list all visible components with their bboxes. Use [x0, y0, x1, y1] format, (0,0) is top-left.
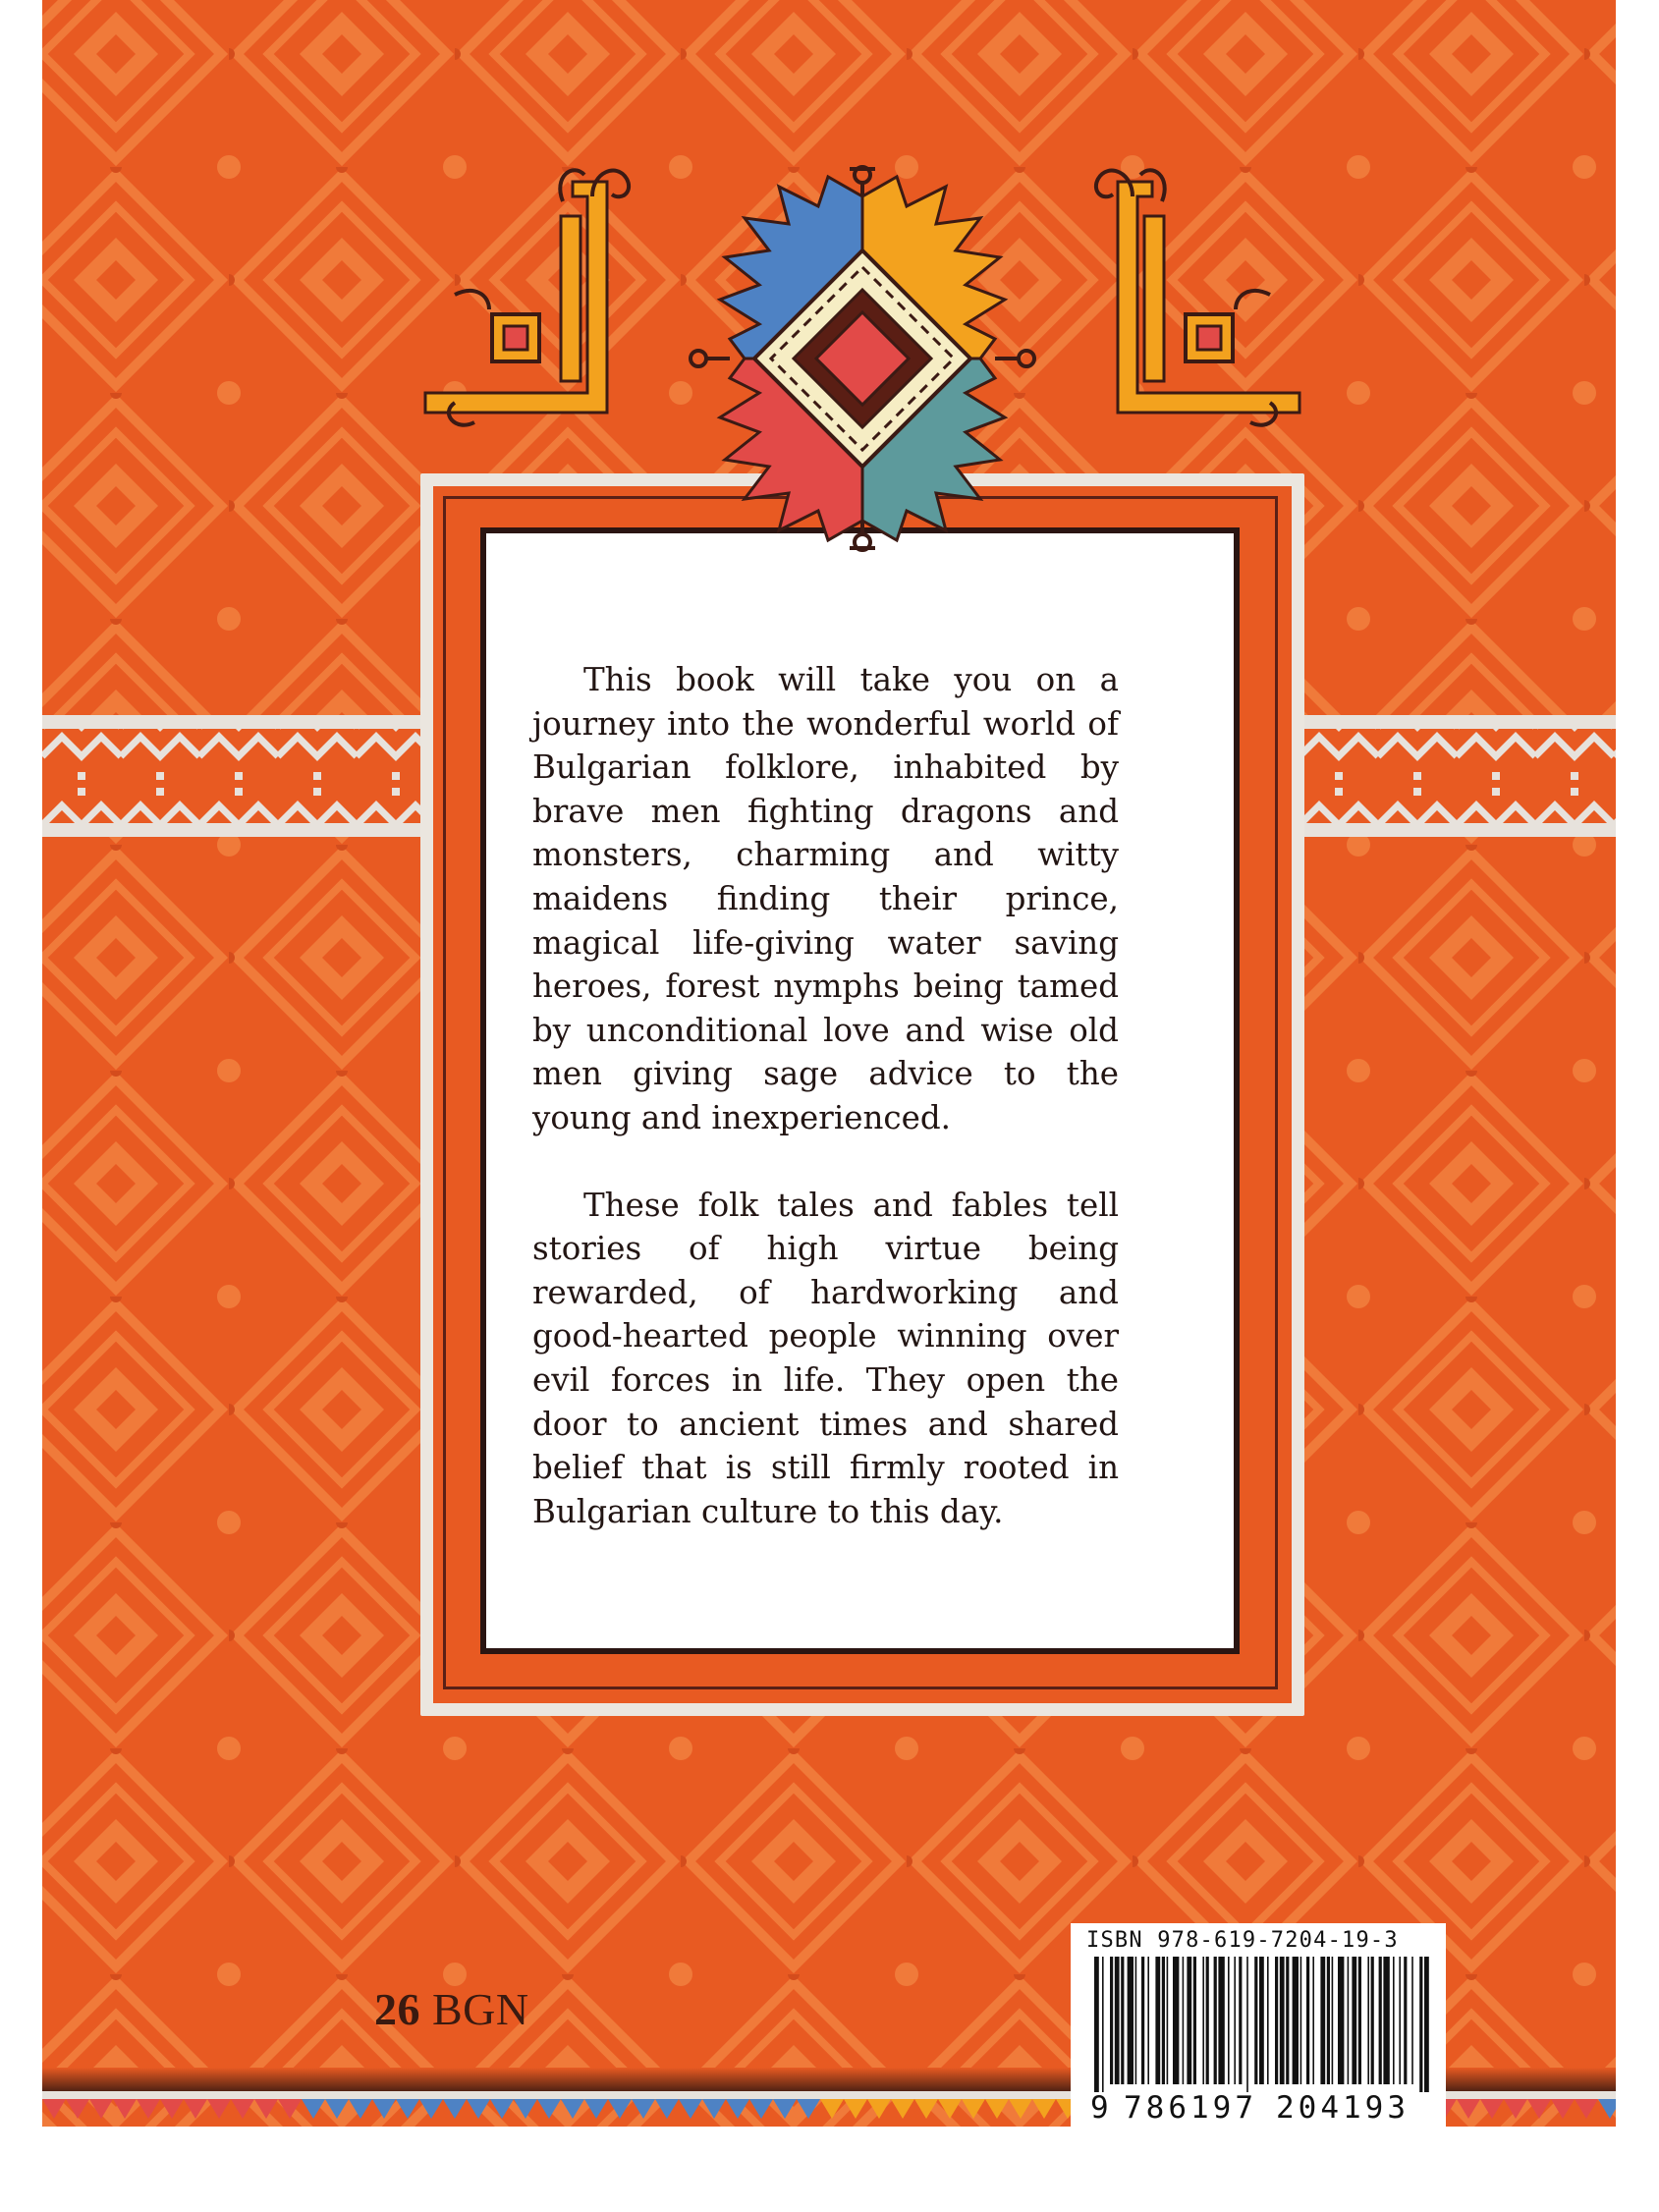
border-triangle: [749, 2099, 773, 2119]
barcode-bar: [1367, 1957, 1369, 2084]
border-triangle: [349, 2099, 372, 2119]
border-triangle: [467, 2099, 490, 2119]
barcode-bar: [1239, 1957, 1242, 2084]
barcode-bar: [1404, 1957, 1407, 2084]
border-triangle: [702, 2099, 726, 2119]
border-triangle: [891, 2099, 914, 2119]
border-triangle: [820, 2099, 844, 2119]
border-triangle: [278, 2099, 302, 2119]
border-triangle: [490, 2099, 514, 2119]
price-label: [374, 1983, 529, 2035]
price-currency: BGN: [432, 1984, 529, 2034]
barcode-digits-right: 204193: [1276, 2090, 1410, 2126]
barcode-bar: [1206, 1957, 1209, 2084]
border-triangle: [1551, 2099, 1575, 2119]
isbn-label: ISBN 978-619-7204-19-3: [1086, 1928, 1399, 1953]
barcode-bar: [1094, 1957, 1099, 2092]
barcode-bar: [1218, 1957, 1224, 2084]
barcode-bar: [1128, 1957, 1134, 2084]
border-triangle: [1575, 2099, 1598, 2119]
border-triangle: [962, 2099, 985, 2119]
border-triangle: [608, 2099, 632, 2119]
border-triangle: [419, 2099, 443, 2119]
border-triangle: [679, 2099, 702, 2119]
barcode-icon: [1071, 1955, 1446, 2092]
blurb-paragraph-2: These folk tales and fables tell stories of high virtue being rewarded, of hardworking and good-hearted people winning over evil forces in life. They open the door to ancient times and shared belief that is still firmly rooted in Bulgarian culture to this day.: [532, 1186, 1119, 1530]
border-triangle: [1527, 2099, 1551, 2119]
barcode-bar: [1352, 1957, 1356, 2084]
border-triangle: [231, 2099, 254, 2119]
price-amount: 26: [374, 1984, 420, 2034]
barcode-bar: [1286, 1957, 1289, 2084]
border-triangle: [1009, 2099, 1032, 2119]
border-triangle: [867, 2099, 891, 2119]
barcode-bar: [1399, 1957, 1401, 2084]
border-triangle: [655, 2099, 679, 2119]
border-triangle: [443, 2099, 467, 2119]
barcode-bar: [1383, 1957, 1389, 2084]
border-triangle: [42, 2099, 66, 2119]
border-triangle: [844, 2099, 867, 2119]
barcode-bar: [1162, 1957, 1165, 2084]
ornament-layer: [42, 0, 1616, 688]
border-triangle: [773, 2099, 797, 2119]
barcode-bar: [1379, 1957, 1382, 2084]
border-triangle: [514, 2099, 537, 2119]
barcode-bar: [1293, 1957, 1299, 2084]
border-triangle: [254, 2099, 278, 2119]
border-triangle: [797, 2099, 820, 2119]
border-triangle: [1032, 2099, 1056, 2119]
folk-rosette-icon: [691, 167, 1034, 550]
barcode-bar: [1167, 1957, 1169, 2084]
barcode-bar: [1246, 1957, 1248, 2092]
barcode-bar: [1348, 1957, 1350, 2084]
barcode-bar: [1300, 1957, 1302, 2084]
barcode-digits-left: 786197: [1124, 2090, 1257, 2126]
barcode-bar: [1419, 1957, 1422, 2092]
barcode-bar: [1234, 1957, 1236, 2084]
border-triangle: [207, 2099, 231, 2119]
barcode-bar: [1135, 1957, 1137, 2084]
barcode-bar: [1259, 1957, 1264, 2084]
border-triangle: [914, 2099, 938, 2119]
folk-corner-right-icon: [1096, 170, 1300, 425]
barcode-bar: [1411, 1957, 1413, 2084]
barcode-bar: [1254, 1957, 1257, 2084]
barcode-bar: [1424, 1957, 1429, 2092]
border-triangle: [160, 2099, 184, 2119]
border-triangle: [302, 2099, 325, 2119]
blurb-paragraph-1: This book will take you on a journey into the wonderful world of Bulgarian folklore, inhabited by brave men fighting dragons and monsters, charming and witty maidens finding their prince, magical life-giving water saving heroes, forest nymphs being tamed by unconditional love and wise old men giving sage advice to the young and inexperienced.: [532, 661, 1119, 1136]
barcode-bar: [1267, 1957, 1269, 2084]
barcode-digit-first: 9: [1090, 2090, 1109, 2126]
border-triangle: [1457, 2099, 1480, 2119]
book-blurb: [532, 658, 1119, 1533]
barcode-bar: [1228, 1957, 1230, 2084]
barcode-bar: [1338, 1957, 1344, 2084]
barcode-bar: [1306, 1957, 1309, 2084]
barcode-bar: [1320, 1957, 1325, 2084]
border-triangle: [89, 2099, 113, 2119]
border-triangle: [184, 2099, 207, 2119]
border-triangle: [726, 2099, 749, 2119]
barcode-bar: [1332, 1957, 1334, 2084]
barcode-bar: [1371, 1957, 1374, 2084]
barcode-bar: [1155, 1957, 1160, 2084]
border-triangle: [372, 2099, 396, 2119]
barcode-bar: [1193, 1957, 1196, 2084]
barcode-bar: [1141, 1957, 1144, 2084]
border-triangle: [584, 2099, 608, 2119]
border-triangle: [561, 2099, 584, 2119]
barcode-bar: [1187, 1957, 1191, 2084]
barcode-bar: [1312, 1957, 1314, 2084]
border-triangle: [1504, 2099, 1527, 2119]
barcode-bar: [1393, 1957, 1395, 2084]
barcode-bar: [1102, 1957, 1104, 2092]
border-triangle: [396, 2099, 419, 2119]
barcode-bar: [1202, 1957, 1204, 2084]
border-triangle: [1480, 2099, 1504, 2119]
border-triangle: [938, 2099, 962, 2119]
border-triangle: [537, 2099, 561, 2119]
border-triangle: [632, 2099, 655, 2119]
barcode-bar: [1214, 1957, 1217, 2084]
folk-corner-left-icon: [425, 170, 629, 425]
barcode-bar: [1275, 1957, 1278, 2084]
border-triangle: [325, 2099, 349, 2119]
barcode-bar: [1280, 1957, 1285, 2084]
barcode-bar: [1115, 1957, 1120, 2084]
border-triangle: [137, 2099, 160, 2119]
barcode-bar: [1183, 1957, 1185, 2084]
barcode-bar: [1173, 1957, 1179, 2084]
barcode-bar: [1110, 1957, 1113, 2084]
border-triangle: [1598, 2099, 1616, 2119]
barcode-bar: [1327, 1957, 1330, 2084]
border-triangle: [113, 2099, 137, 2119]
barcode-bar: [1121, 1957, 1124, 2084]
barcode-bar: [1147, 1957, 1149, 2084]
border-triangle: [66, 2099, 89, 2119]
border-triangle: [985, 2099, 1009, 2119]
barcode-bar: [1358, 1957, 1361, 2084]
